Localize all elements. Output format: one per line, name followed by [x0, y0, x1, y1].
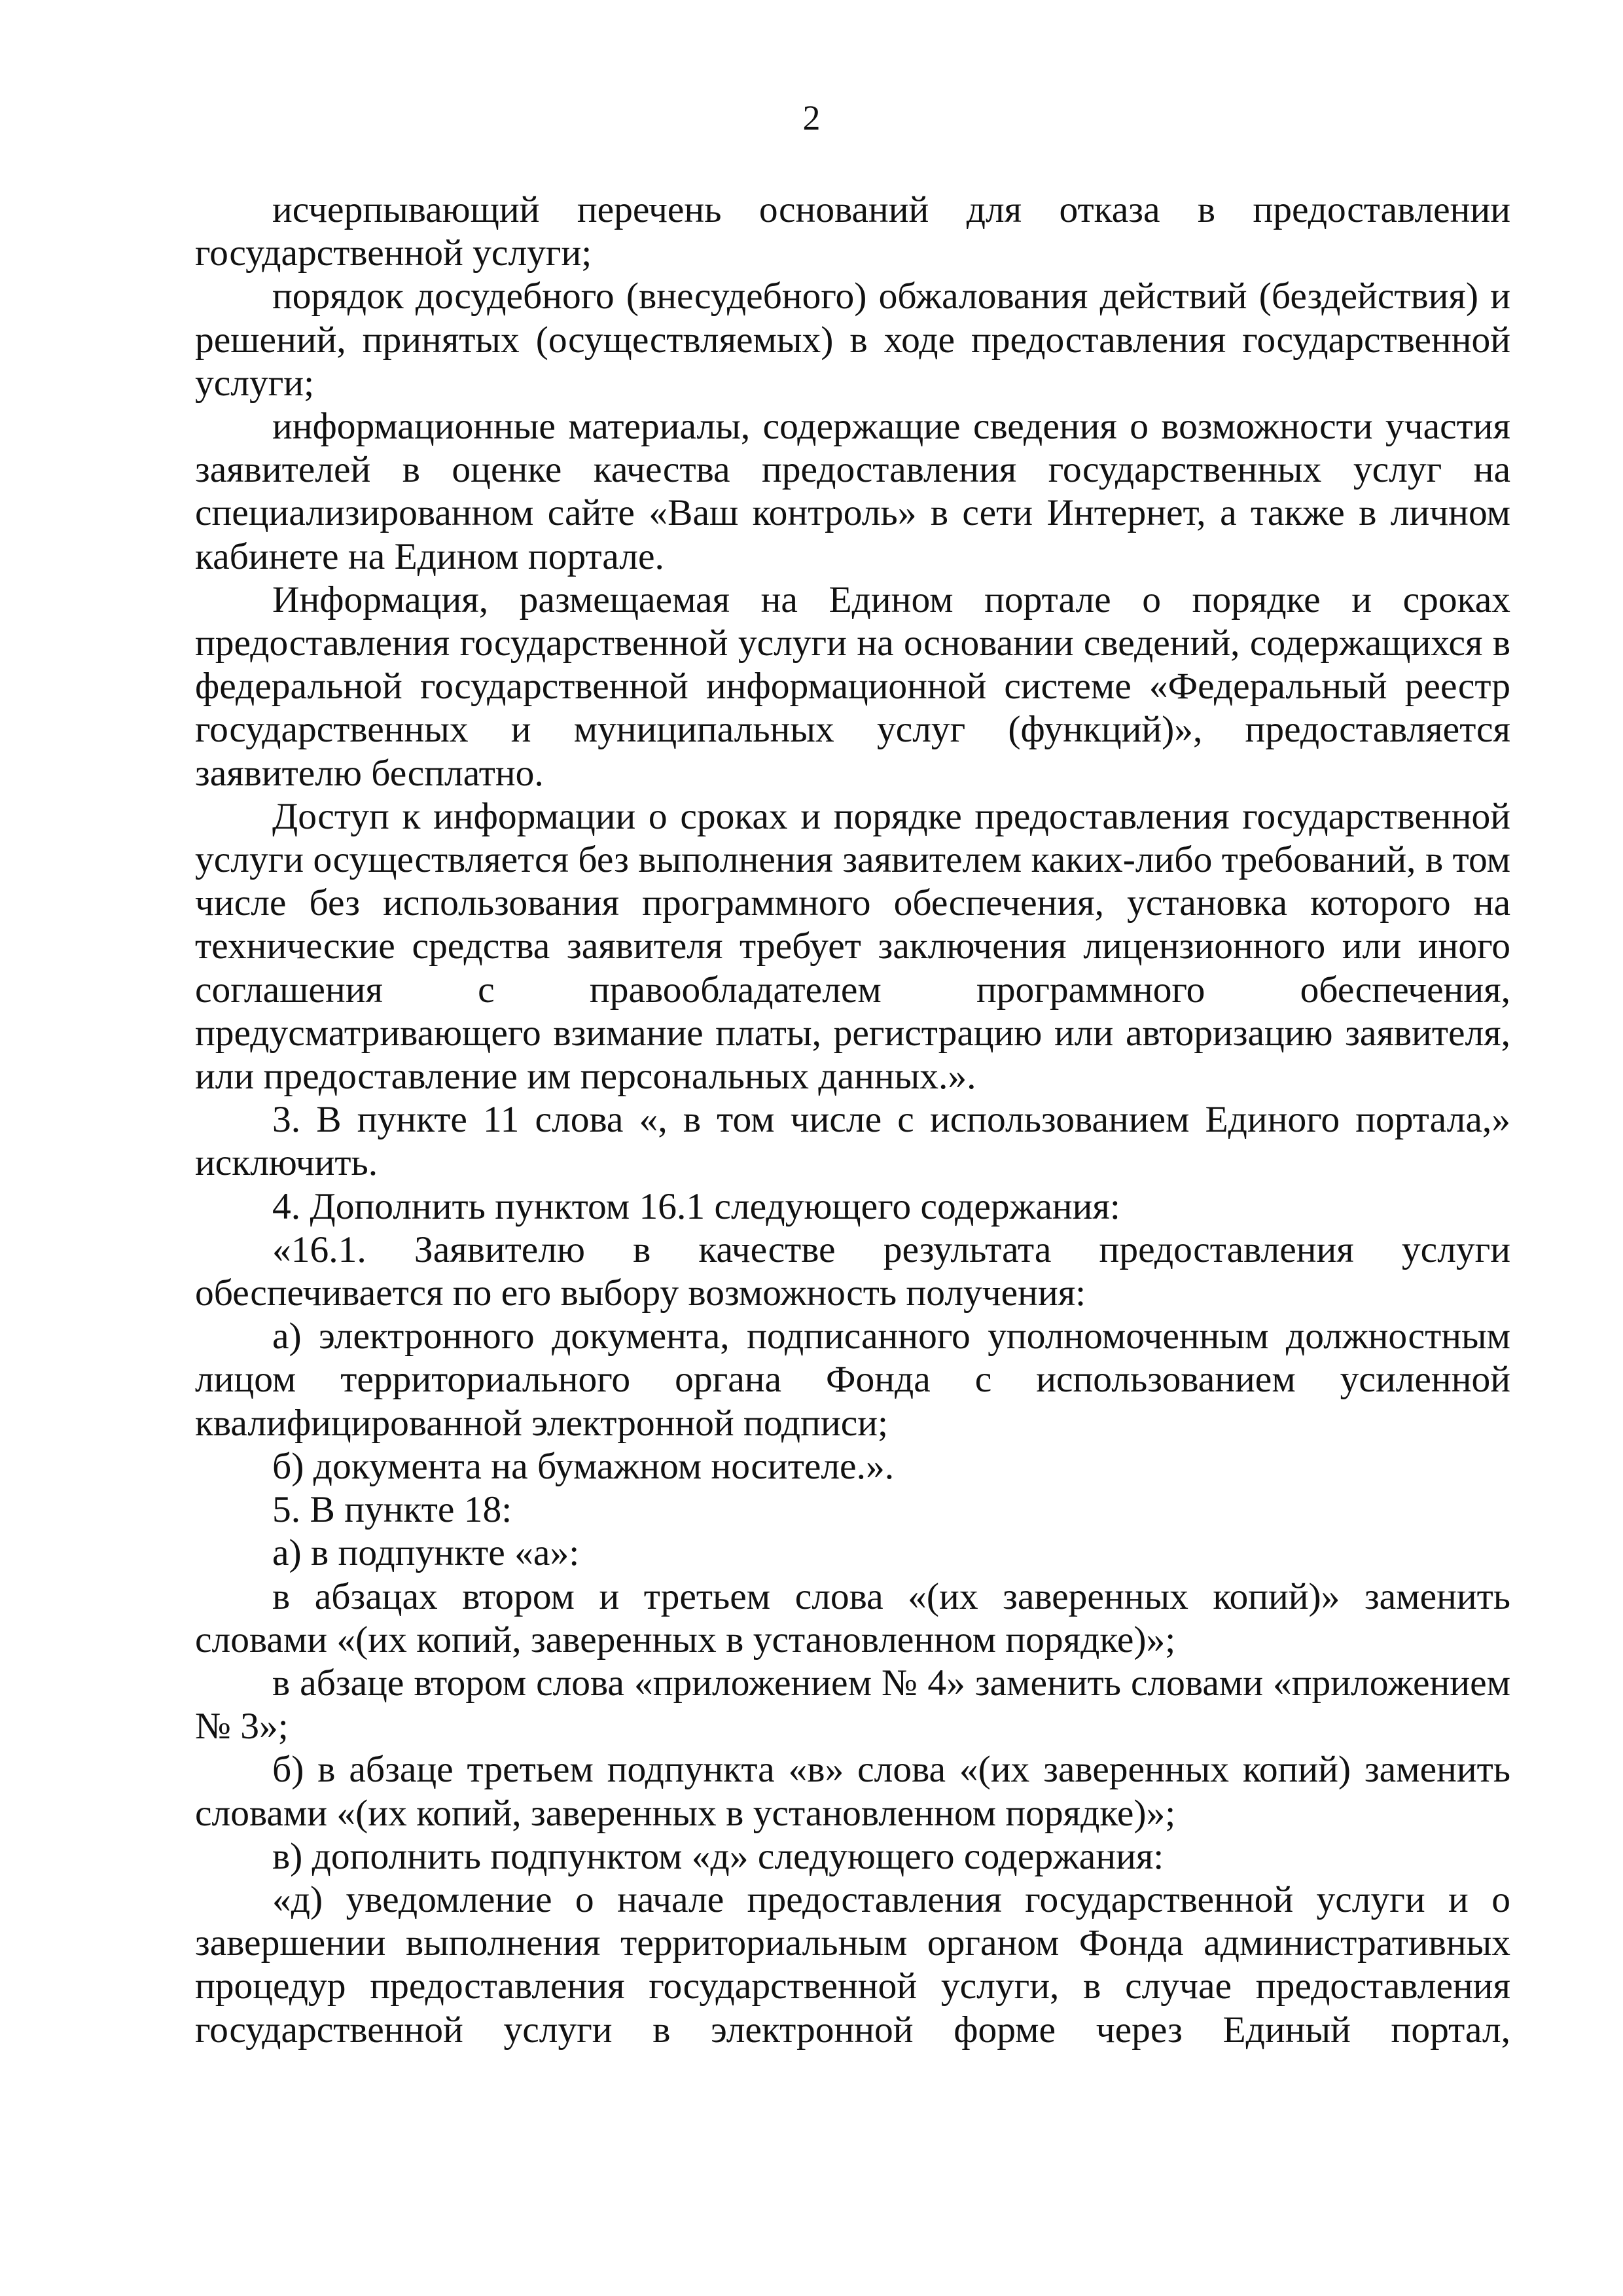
document-body [195, 188, 1510, 2052]
paragraph: б) документа на бумажном носителе.». [272, 1445, 895, 1487]
paragraph: а) электронного документа, подписанного уполномоченным должностным лицом территориального органа Фонда с использованием усиленной квалифицированной электронной подписи; [195, 1316, 1510, 1444]
paragraph: «16.1. Заявителю в качестве результата предоставления услуги обеспечивается по его выбору возможность получения: [195, 1229, 1510, 1314]
paragraph: в) дополнить подпунктом «д» следующего содержания: [272, 1835, 1164, 1877]
paragraph: 3. В пункте 11 слова «, в том числе с использованием Единого портала,» исключить. [195, 1099, 1510, 1184]
paragraph: б) в абзаце третьем подпункта «в» слова «(их заверенных копий) заменить словами «(их копий, заверенных в установленном порядке)»; [195, 1749, 1510, 1834]
paragraph: Информация, размещаемая на Едином портале о порядке и сроках предоставления государственной услуги на основании сведений, содержащихся в федеральной государственной информационной системе «Федеральный реестр государственных и муниципальных услуг (функций)», предоставляется заявителю бесплатно. [195, 579, 1510, 794]
paragraph: информационные материалы, содержащие сведения о возможности участия заявителей в оценке качества предоставления государственных услуг на специализированном сайте «Ваш контроль» в сети Интернет, а также в личном кабинете на Едином портале. [195, 406, 1510, 577]
paragraph: в абзацах втором и третьем слова «(их заверенных копий)» заменить словами «(их копий, заверенных в установленном порядке)»; [195, 1575, 1510, 1660]
paragraph: 4. Дополнить пунктом 16.1 следующего содержания: [272, 1185, 1120, 1227]
page-number: 2 [802, 98, 821, 137]
paragraph: в абзаце втором слова «приложением № 4» заменить словами «приложением № 3»; [195, 1662, 1510, 1748]
paragraph: а) в подпункте «а»: [272, 1532, 580, 1574]
paragraph: Доступ к информации о сроках и порядке предоставления государственной услуги осуществляется без выполнения заявителем каких-либо требований, в том числе без использования программного обеспечения, установка которого на технические средства заявителя требует заключения лицензионного или иного соглашения с правообладателем программного обеспечения, предусматривающего взимание платы, регистрацию или авторизацию заявителя, или предоставление им персональных данных.». [195, 795, 1510, 1098]
paragraph: исчерпывающий перечень оснований для отказа в предоставлении государственной услуги; [195, 189, 1510, 274]
paragraph: «д) уведомление о начале предоставления государственной услуги и о завершении выполнения территориальным органом Фонда административных процедур предоставления государственной услуги, в случае предоставления государственной услуги в электронной форме через Единый портал, [195, 1878, 1510, 2051]
paragraph: 5. В пункте 18: [272, 1489, 512, 1531]
paragraph: порядок досудебного (внесудебного) обжалования действий (бездействия) и решений, принятых (осуществляемых) в ходе предоставления государственной услуги; [195, 276, 1510, 404]
